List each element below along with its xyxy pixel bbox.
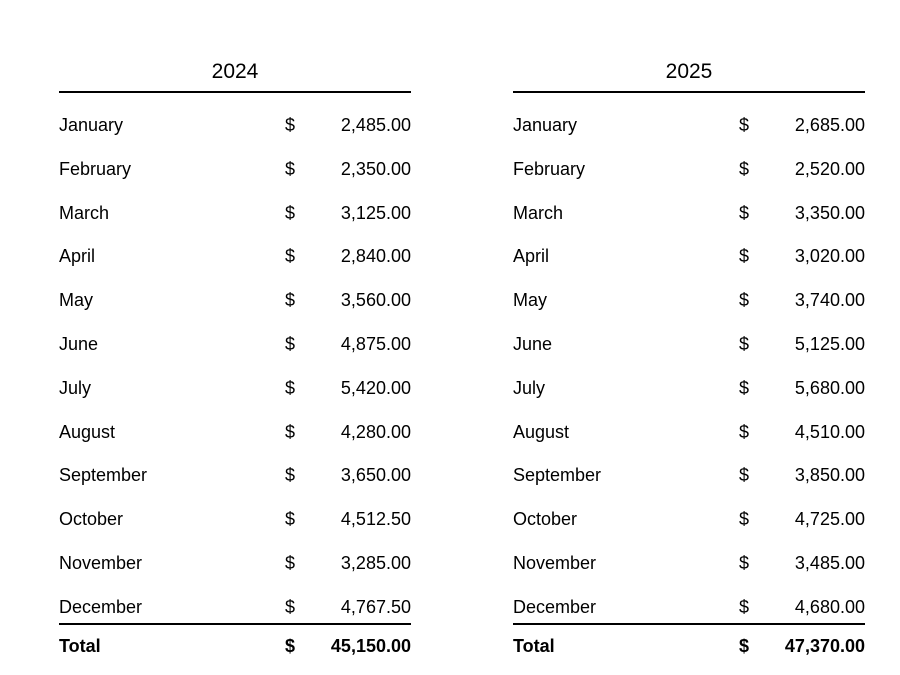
currency-symbol: $ [739, 421, 750, 442]
table-row [59, 543, 411, 587]
amount-value: 4,725.00 [794, 509, 865, 530]
month-label: July [513, 377, 546, 398]
month-label: September [513, 465, 602, 486]
total-amount: 45,150.00 [330, 635, 411, 656]
table-row [59, 324, 411, 368]
month-label: March [59, 202, 110, 223]
amount-value: 3,285.00 [340, 552, 411, 573]
month-label: August [59, 421, 116, 442]
total-label: Total [59, 635, 101, 656]
amount-value: 5,420.00 [340, 377, 411, 398]
month-label: October [59, 509, 124, 530]
currency-symbol: $ [739, 509, 750, 530]
amount-value: 2,840.00 [340, 246, 411, 267]
currency-symbol: $ [285, 246, 296, 267]
amount-value: 2,520.00 [794, 158, 865, 179]
currency-symbol: $ [285, 465, 296, 486]
year-header: 2024 [59, 52, 411, 93]
month-label: May [513, 290, 548, 311]
currency-symbol: $ [739, 596, 750, 617]
currency-symbol: $ [739, 465, 750, 486]
currency-symbol: $ [285, 202, 296, 223]
amount-value: 3,740.00 [794, 290, 865, 311]
amount-value: 4,767.50 [340, 596, 411, 617]
total-label: Total [513, 635, 555, 656]
table-row [59, 193, 411, 237]
amount-value: 3,650.00 [340, 465, 411, 486]
currency-symbol: $ [285, 635, 296, 656]
amount-value: 4,510.00 [794, 421, 865, 442]
table-row [59, 236, 411, 280]
table-2025 [513, 52, 865, 665]
month-label: June [513, 333, 553, 354]
currency-symbol: $ [285, 290, 296, 311]
currency-symbol: $ [739, 246, 750, 267]
table-row [59, 499, 411, 543]
currency-symbol: $ [285, 377, 296, 398]
amount-value: 3,020.00 [794, 246, 865, 267]
month-label: July [59, 377, 92, 398]
currency-symbol: $ [739, 552, 750, 573]
month-label: January [513, 115, 578, 135]
amount-value: 3,850.00 [794, 465, 865, 486]
month-label: December [59, 596, 143, 617]
currency-symbol: $ [285, 552, 296, 573]
currency-symbol: $ [739, 202, 750, 223]
table-row [513, 368, 865, 412]
month-label: September [59, 465, 148, 486]
table-row [59, 412, 411, 456]
amount-value: 4,280.00 [340, 421, 411, 442]
month-rows [59, 105, 411, 631]
table-row [513, 105, 865, 149]
table-row [513, 149, 865, 193]
amount-value: 2,685.00 [794, 115, 865, 135]
currency-symbol: $ [739, 290, 750, 311]
month-label: October [513, 509, 578, 530]
table-row [59, 455, 411, 499]
month-label: April [59, 246, 96, 267]
table-row [513, 543, 865, 587]
table-row [59, 280, 411, 324]
amount-value: 2,350.00 [340, 158, 411, 179]
amount-value: 5,125.00 [794, 333, 865, 354]
amount-value: 4,875.00 [340, 333, 411, 354]
month-label: April [513, 246, 550, 267]
amount-value: 3,485.00 [794, 552, 865, 573]
month-rows [513, 105, 865, 631]
amount-value: 3,350.00 [794, 202, 865, 223]
month-label: August [513, 421, 570, 442]
table-row [513, 280, 865, 324]
currency-symbol: $ [739, 377, 750, 398]
currency-symbol: $ [285, 421, 296, 442]
amount-value: 3,560.00 [340, 290, 411, 311]
amount-value: 4,512.50 [340, 509, 411, 530]
total-row [513, 623, 865, 665]
amount-value: 4,680.00 [794, 596, 865, 617]
table-row [513, 193, 865, 237]
table-row [513, 455, 865, 499]
month-label: June [59, 333, 99, 354]
currency-symbol: $ [285, 158, 296, 179]
currency-symbol: $ [285, 596, 296, 617]
currency-symbol: $ [739, 158, 750, 179]
table-row [59, 149, 411, 193]
month-label: December [513, 596, 597, 617]
amount-value: 5,680.00 [794, 377, 865, 398]
currency-symbol: $ [285, 115, 296, 135]
month-label: February [513, 158, 586, 179]
amount-value: 3,125.00 [340, 202, 411, 223]
table-row [513, 499, 865, 543]
currency-symbol: $ [739, 333, 750, 354]
month-label: February [59, 158, 132, 179]
total-row [59, 623, 411, 665]
year-header: 2025 [513, 52, 865, 93]
currency-symbol: $ [739, 635, 750, 656]
currency-symbol: $ [739, 115, 750, 135]
table-row [513, 324, 865, 368]
table-row [59, 105, 411, 149]
total-amount: 47,370.00 [784, 635, 865, 656]
month-label: November [513, 552, 597, 573]
month-label: May [59, 290, 94, 311]
month-label: January [59, 115, 124, 135]
table-2024 [59, 52, 411, 665]
amount-value: 2,485.00 [340, 115, 411, 135]
month-label: March [513, 202, 564, 223]
currency-symbol: $ [285, 509, 296, 530]
currency-symbol: $ [285, 333, 296, 354]
table-row [513, 236, 865, 280]
table-row [513, 412, 865, 456]
table-row [59, 368, 411, 412]
month-label: November [59, 552, 143, 573]
